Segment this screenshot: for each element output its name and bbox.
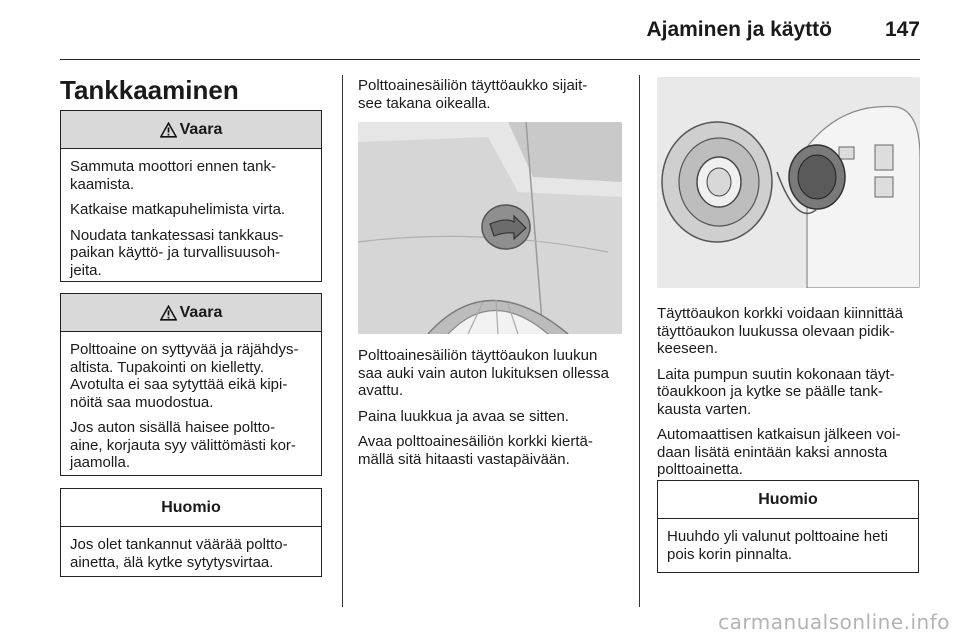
text-line: Avaa polttoainesäiliön korkki kiertä- (358, 433, 593, 450)
paragraph (657, 426, 929, 479)
notice-heading: Huomio (658, 481, 918, 519)
warning-paragraph (70, 341, 313, 411)
paragraph (657, 366, 929, 419)
text-line: polttoainetta. (657, 461, 743, 478)
text-line: Jos olet tankannut väärää poltto- (70, 536, 288, 553)
warning-heading-label: Vaara (179, 120, 223, 138)
warning-paragraph (70, 227, 313, 280)
notice-body (658, 519, 918, 571)
text-line: ainetta, älä kytke sytytysvirtaa. (70, 553, 274, 571)
warning-heading (61, 111, 321, 149)
text-line: jeita. (70, 261, 102, 279)
warning-body (61, 332, 321, 480)
text-line: kaamista. (70, 175, 135, 193)
warning-paragraph (70, 419, 313, 472)
text-line: Jos auton sisällä haisee poltto- (70, 419, 276, 436)
text-line: Polttoainesäiliön täyttöaukko sijait- (358, 77, 588, 94)
column-divider (342, 75, 343, 607)
text-line: Paina luukkua ja avaa se sitten. (358, 407, 569, 425)
warning-box (60, 293, 322, 476)
watermark: carmanualsonline.info (718, 610, 950, 634)
text-line: saa auki vain auton lukituksen ollessa (358, 364, 609, 382)
paragraph (358, 433, 633, 468)
warning-paragraph (70, 201, 313, 219)
text-line: Noudata tankatessasi tankkaus- (70, 226, 284, 244)
paragraph (358, 347, 633, 400)
notice-box (60, 488, 322, 577)
text-line: Huuhdo yli valunut polttoaine heti (667, 528, 888, 545)
notice-paragraph (70, 536, 313, 571)
notice-body (61, 527, 321, 579)
text-line: paikan käyttö- ja turvallisuusoh- (70, 244, 281, 261)
text-line: keeseen. (657, 340, 718, 357)
warning-paragraph (70, 158, 313, 193)
page-number: 147 (884, 18, 920, 41)
text-line: Sammuta moottori ennen tank- (70, 158, 276, 175)
text-line: täyttöaukon luukussa olevaan pidik- (657, 322, 895, 340)
text-line: daan lisätä enintään kaksi annosta (657, 443, 888, 461)
warning-heading (61, 294, 321, 332)
body-text (657, 305, 929, 487)
text-line: töaukkoon ja kytke se päälle tank- (657, 383, 883, 400)
warning-body (61, 149, 321, 287)
page-header (60, 0, 920, 60)
column-divider (639, 75, 640, 607)
text-line: mällä sitä hitaasti vastapäivään. (358, 450, 570, 468)
text-line: Automaattisen katkaisun jälkeen voi- (657, 426, 901, 443)
warning-triangle-icon (160, 305, 177, 321)
text-line: kausta varten. (657, 400, 752, 418)
notice-paragraph (667, 528, 910, 563)
text-line: Katkaise matkapuhelimista virta. (70, 201, 286, 218)
fuel-cap-image (657, 77, 920, 288)
text-line: altista. Tupakointi on kielletty. (70, 358, 264, 376)
text-line: avattu. (358, 382, 404, 399)
text-line: pois korin pinnalta. (667, 545, 793, 563)
warning-heading-label: Vaara (179, 303, 223, 321)
warning-box (60, 110, 322, 282)
car-fuel-door-illustration (358, 122, 622, 334)
paragraph (657, 305, 929, 358)
fuel-cap-holder-illustration (657, 77, 920, 288)
body-text (358, 347, 633, 476)
text-line: Laita pumpun suutin kokonaan täyt- (657, 365, 895, 383)
section-title: Tankkaaminen (60, 75, 239, 105)
car-rear-side-image (358, 122, 622, 334)
header-title: Ajaminen ja käyttö (646, 18, 832, 41)
text-line: Polttoainesäiliön täyttöaukon luukun (358, 347, 598, 364)
text-line: Täyttöaukon korkki voidaan kiinnittää (657, 305, 903, 322)
paragraph (358, 408, 633, 426)
text-line: see takana oikealla. (358, 94, 491, 112)
notice-heading: Huomio (61, 489, 321, 527)
text-line: Polttoaine on syttyvää ja räjähdys- (70, 341, 299, 358)
text-line: jaamolla. (70, 454, 131, 471)
warning-triangle-icon (160, 122, 177, 138)
text-line: Avotulta ei saa sytyttää eikä kipi- (70, 376, 288, 393)
notice-box (657, 480, 919, 573)
intro-text (358, 77, 633, 120)
text-line: aine, korjauta syy välittömästi kor- (70, 436, 296, 454)
paragraph (358, 77, 633, 112)
text-line: nöitä saa muodostua. (70, 393, 214, 411)
